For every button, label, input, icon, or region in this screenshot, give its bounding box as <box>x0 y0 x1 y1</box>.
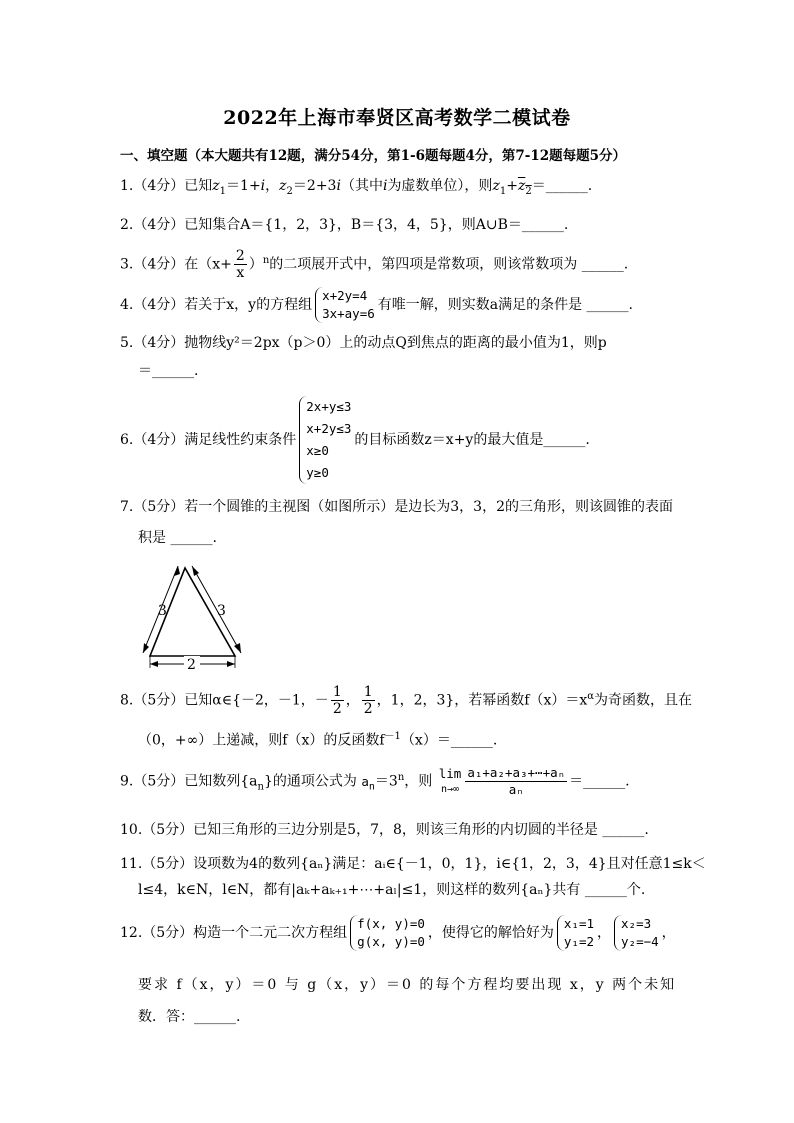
question-6: 6.（4分）满足线性约束条件 2x+y≤3 x+2y≤3 x≥0 y≥0 的目标函数z＝x+y的最大值是______. <box>120 396 590 484</box>
label-base: 2 <box>187 657 196 672</box>
question-12-line-3: 数．答：______. <box>138 1009 241 1025</box>
question-8-line-1: 8.（5分）已知α∈{－2，－1，－ $\frac{1}{2}$ ， $\frac{1}{2}$ ，1，2，3}，若幂函数$f(x)=x^\alpha$为奇函数，且在 <box>120 684 693 717</box>
question-11-line-1: 11.（5分）设项数为4的数列{aₙ}满足：aᵢ∈{－1，0，1}，i∈{1，2，3，4}且对任意1≤k＜ <box>120 856 706 872</box>
cone-front-view-figure <box>130 560 250 672</box>
section-heading: 一、填空题（本大题共有12题，满分54分，第1-6题每题4分，第7-12题每题5分） <box>120 148 627 164</box>
right-arrow-bottom <box>234 643 241 653</box>
question-1: 1.（4分）已知$z_1=1+i$，$z_2=2+3i$（其中i为虚数单位），则$z_1+z_2=\_\_\_\_\_\_$. <box>120 178 593 197</box>
question-11-line-2: l≤4，k∈N，l∈N，都有|aₖ+aₖ₊₁+⋯+aₗ|≤1，则这样的数列{aₙ}共有 ______个. <box>138 882 646 898</box>
question-7-line-2: 积是 ______. <box>138 530 217 546</box>
question-12-line-1: 12.（5分）构造一个二元二次方程组 f(x, y)=0 g(x, y)=0 ，使得它的解恰好为 x₁=1 y₁=2 ， x₂=3 y₂=−4 ， <box>120 916 676 949</box>
question-10: 10.（5分）已知三角形的三边分别是5，7，8，则该三角形的内切圆的半径是 ______. <box>120 822 649 838</box>
question-7-line-1: 7.（5分）若一个圆锥的主视图（如图所示）是边长为3，3，2的三角形，则该圆锥的表面 <box>120 499 673 515</box>
question-4: 4.（4分）若关于x，y的方程组 x+2y=4 3x+ay=6 有唯一解，则实数a满足的条件是 ______. <box>120 288 634 321</box>
label-right-side: 3 <box>217 603 226 619</box>
question-2: 2.（4分）已知集合A＝{1，2，3}，B＝{3，4，5}，则A∪B＝______. <box>120 217 569 233</box>
right-arrow-top <box>192 566 199 576</box>
base-arrow-left <box>150 661 158 667</box>
question-12-line-2: 要求 f（x，y）＝0 与 g（x，y）＝0 的每个方程均要出现 x，y 两个未知 <box>138 977 677 993</box>
question-5-line-2: ＝______. <box>138 363 199 379</box>
label-left-side: 3 <box>158 603 167 619</box>
question-3: 3.（4分）在（x+ $\frac{2}{x}$ ）$^n$的二项展开式中，第四项是常数项，则该常数项为 ______. <box>120 248 629 281</box>
question-5-line-1: 5.（4分）抛物线y²＝2px（p＞0）上的动点Q到焦点的距离的最小值为1，则p <box>120 335 607 351</box>
question-9: 9.（5分）已知数列$\{a_n\}$的通项公式为 $a_n=3^n$，则 lim n→∞ $\frac{\text{a₁+a₂+a₃+⋯+aₙ}}{\text{aₙ}}$ ＝______. <box>120 765 630 797</box>
page-title: 2022年上海市奉贤区高考数学二模试卷 <box>223 107 571 129</box>
question-8-line-2: （0，+∞）上递减，则f（x）的反函数$f^{-1}(x)=\_\_\_\_\_\_$. <box>138 731 498 749</box>
base-arrow-right <box>227 661 235 667</box>
